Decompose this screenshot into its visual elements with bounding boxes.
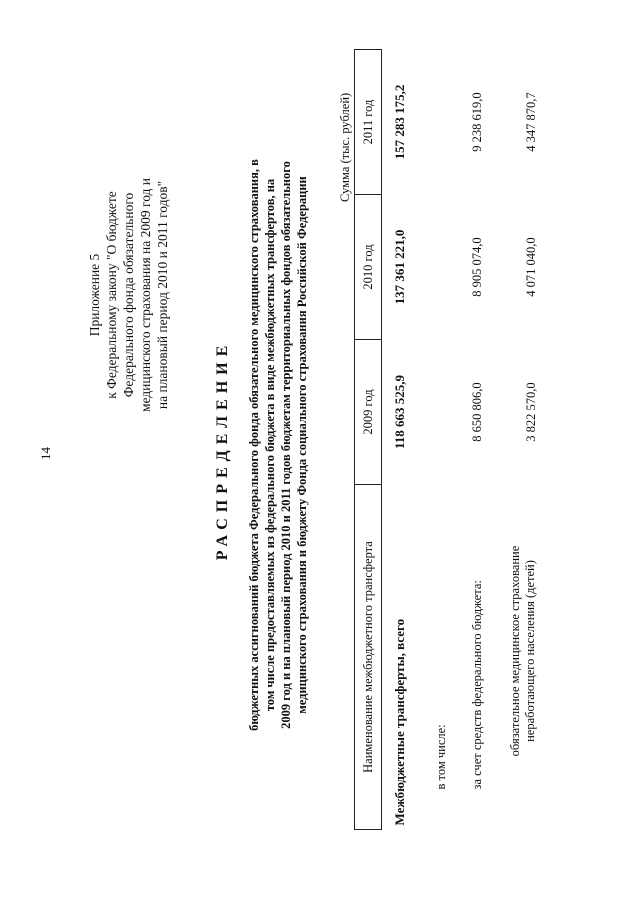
appendix-line: к Федеральному закону "О бюджете bbox=[104, 191, 119, 399]
subtitle-line: медицинского страхования и бюджету Фонда социального страхования Российской Федерации bbox=[295, 176, 309, 714]
appendix-line: Приложение 5 bbox=[87, 253, 102, 337]
document-title: РАСПРЕДЕЛЕНИЕ bbox=[214, 339, 231, 561]
value-2011: 9 238 619,0 bbox=[470, 92, 484, 152]
value-2009: 8 650 806,0 bbox=[470, 382, 484, 442]
row-name: за счет средств федерального бюджета: bbox=[470, 580, 484, 790]
row-name-line: обязательное медицинское страхование bbox=[508, 545, 522, 757]
value-2011: 4 347 870,7 bbox=[524, 92, 538, 152]
value-2011 bbox=[428, 50, 464, 195]
value-2010: 8 905 074,0 bbox=[470, 237, 484, 297]
table-row bbox=[382, 50, 429, 830]
table-row bbox=[464, 50, 504, 830]
value-2010: 137 361 221,0 bbox=[392, 229, 407, 305]
transfers-table-container bbox=[354, 50, 572, 830]
header-transfer-name: Наименование межбюджетного трансферта bbox=[355, 485, 382, 830]
subtitle-line: 2009 год и на плановый период 2010 и 2011 годов бюджетам территориальных фондов обязательного bbox=[279, 161, 293, 729]
value-2009: 118 663 525,9 bbox=[392, 374, 407, 450]
page-number: 14 bbox=[38, 447, 53, 460]
header-2010: 2010 год bbox=[355, 195, 382, 340]
value-2009 bbox=[428, 340, 464, 485]
subtitle-line: бюджетных ассигнований бюджета Федерального фонда обязательного медицинского страхования, в bbox=[247, 159, 261, 731]
header-2011: 2011 год bbox=[355, 50, 382, 195]
value-2009: 3 822 570,0 bbox=[524, 382, 538, 442]
row-name-line: неработающего населения (детей) bbox=[523, 560, 537, 742]
transfers-table bbox=[354, 49, 572, 830]
appendix-line: на плановый период 2010 и 2011 годов" bbox=[155, 180, 170, 410]
appendix-line: медицинского страхования на 2009 год и bbox=[138, 177, 153, 413]
table-header-row bbox=[355, 50, 382, 830]
header-2009: 2009 год bbox=[355, 340, 382, 485]
appendix-header bbox=[86, 160, 171, 430]
subtitle-line: том числе предоставляемых из федерального бюджета в виде межбюджетных трансфертов, на bbox=[263, 178, 277, 712]
unit-note: Сумма (тыс. рублей) bbox=[338, 92, 352, 202]
appendix-line: Федерального фонда обязательного bbox=[121, 192, 136, 398]
value-2010 bbox=[428, 195, 464, 340]
table-row bbox=[504, 50, 572, 830]
document-subtitle bbox=[246, 60, 310, 830]
row-name: Межбюджетные трансферты, всего bbox=[392, 618, 407, 826]
row-name bbox=[504, 485, 572, 830]
value-2010: 4 071 040,0 bbox=[524, 237, 538, 297]
table-row bbox=[428, 50, 464, 830]
row-name: в том числе: bbox=[434, 724, 448, 790]
value-2011: 157 283 175,2 bbox=[392, 84, 407, 160]
